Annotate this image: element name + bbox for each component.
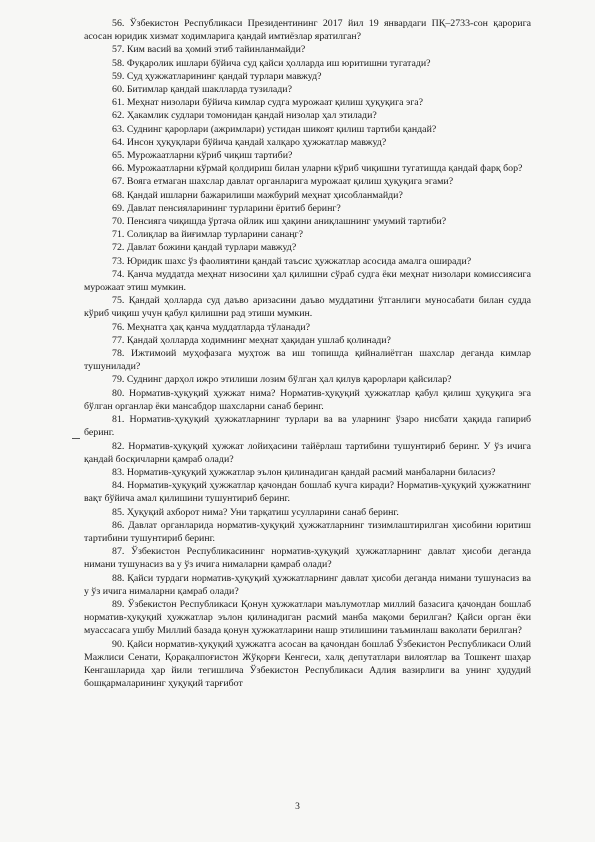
question-item: 85. Ҳуқуқий ахборот нима? Уни тарқатиш усулларини санаб беринг. [112, 506, 399, 518]
question-item: 61. Меҳнат низолари бўйича кимлар судга мурожаат қилиш ҳуқуқига эга? [112, 97, 424, 109]
question-item: 60. Битимлар қандай шаклларда тузилади? [112, 84, 292, 96]
question-item: 88. Қайси турдаги норматив-ҳуқуқий ҳужжатларнинг давлат ҳисоби деганда нимани тушунасиз ва у ўз ичига нималарни қамраб олади? [84, 572, 531, 597]
question-item: 75. Қандай ҳолларда суд даъво аризасини даъво муддатини ўтганлиги муносабати билан судда кўриб чиқиш учун қабул қилишни рад этиши мумкин. [84, 295, 531, 320]
question-item: 70. Пенсияга чиқишда ўртача ойлик иш ҳақини аниқлашнинг умумий тартиби? [112, 216, 447, 228]
question-item: 64. Инсон ҳуқуқлари бўйича қандай халқаро ҳужжатлар мавжуд? [112, 136, 387, 148]
question-item: 90. Қайси норматив-ҳуқуқий ҳужжатга асосан ва қачондан бошлаб Ўзбекистон Республикаси Олий Мажлиси Сенати, Қорақалпоғистон Жўқорғи Кенгеси, халқ депутатлари вилоятлар ва Тошкент шаҳар Кенгашларида ҳар йили тегишлича Ўзбекистон Республикаси Адлия вазирлиги ва унинг ҳудудий бошқармаларининг ҳуқуқий тарғибот [84, 638, 531, 690]
question-item: 83. Норматив-ҳуқуқий ҳужжатлар эълон қилинадиган қандай расмий манбаларни биласиз? [112, 466, 496, 478]
question-item: 84. Норматив-ҳуқуқий ҳужжатлар қачондан бошлаб кучга киради? Норматив-ҳуқуқий ҳужжатнинг вақт бўйича амал қилишини тушунтириб беринг. [84, 480, 531, 505]
question-item: 73. Юридик шахс ўз фаолиятини қандай таъсис ҳужжатлар асосида амалга оширади? [112, 255, 472, 267]
question-item: 68. Қандай ишларни бажарилиши мажбурий меҳнат ҳисобланмайди? [112, 189, 403, 201]
page-number: 3 [295, 802, 300, 812]
question-item: 63. Суднинг қарорлари (ажримлари) устидан шикоят қилиш тартиби қандай? [112, 123, 437, 135]
scan-mark [72, 438, 80, 439]
question-item: 56. Ўзбекистон Республикаси Президентининг 2017 йил 19 январдаги ПҚ–2733-сон қарорига асосан юридик хизмат ходимларига қандай имтиёзлар яратилган? [84, 18, 531, 43]
question-item: 59. Суд ҳужжатларининг қандай турлари мавжуд? [112, 70, 322, 82]
question-item: 66. Мурожаатларни кўрмай қолдириш билан уларни кўриб чиқишни тугатишда қандай фарқ бор? [112, 163, 523, 175]
question-item: 77. Қандай ҳолларда ходимнинг меҳнат ҳақидан ушлаб қолинади? [112, 334, 391, 346]
question-item: 57. Ким васий ва ҳомий этиб тайинланмайди? [112, 44, 306, 56]
question-item: 69. Давлат пенсияларининг турларини ёритиб беринг? [112, 202, 341, 214]
question-item: 58. Фуқаролик ишлари бўйича суд қайси ҳолларда иш юритишни тугатади? [112, 57, 431, 69]
question-item: 81. Норматив-ҳуқуқий ҳужжатларнинг турлари ва ва уларнинг ўзаро нисбати ҳақида гапириб беринг. [84, 414, 531, 439]
question-item: 80. Норматив-ҳуқуқий ҳужжат нима? Норматив-ҳуқуқий ҳужжатлар қабул қилиш ҳуқуқига эга бўлган органлар ёки мансабдор шахсларни санаб беринг. [84, 387, 531, 412]
question-item: 76. Меҳнатга ҳақ қанча муддатларда тўланади? [112, 321, 311, 333]
question-item: 86. Давлат органларида норматив-ҳуқуқий ҳужжатларнинг тизимлаштирилган ҳисобини юритиш тартибини тушунтириб беринг. [84, 519, 531, 544]
question-item: 79. Суднинг дарҳол ижро этилиши лозим бўлган ҳал қилув қарорлари қайсилар? [112, 374, 452, 386]
question-item: 67. Вояга етмаган шахслар давлат органларига мурожаат қилиш ҳуқуқига эгами? [112, 176, 454, 188]
question-item: 65. Мурожаатларни кўриб чиқиш тартиби? [112, 150, 293, 162]
question-item: 89. Ўзбекистон Республикаси Қонун ҳужжатлари маълумотлар миллий базасига қачондан бошлаб норматив-ҳуқуқий ҳужжатлар эълон қилинадиган расмий манба мақоми берилган? Қайси орган ёки муассасага ушбу Миллий базада қонун ҳужжатларини нашр этилишини таъминлаш ваколати берилган? [84, 598, 531, 637]
question-item: 78. Ижтимоий муҳофазага муҳтож ва иш топишда қийналиётган шахслар деганда кимлар тушунилади? [84, 348, 531, 373]
question-item: 72. Давлат божини қандай турлари мавжуд? [112, 242, 297, 254]
question-item: 82. Норматив-ҳуқуқий ҳужжат лойиҳасини тайёрлаш тартибини тушунтириб беринг. У ўз ичига қандай босқичларни қамраб олади? [84, 440, 531, 465]
question-list [84, 17, 531, 690]
question-item: 87. Ўзбекистон Республикасининг норматив-ҳуқуқий ҳужжатларнинг давлат ҳисоби деганда нимани тушунасиз ва у ўз ичига нималарни қамраб олади? [84, 546, 531, 571]
question-item: 71. Солиқлар ва йиғимлар турларини санаңг? [112, 229, 303, 241]
question-item: 62. Ҳакамлик судлари томонидан қандай низолар ҳал этилади? [112, 110, 377, 122]
question-item: 74. Қанча муддатда меҳнат низосини ҳал қилишни сўраб судга ёки меҳнат низолари комиссиясига мурожаат этиш мумкин. [84, 268, 531, 294]
